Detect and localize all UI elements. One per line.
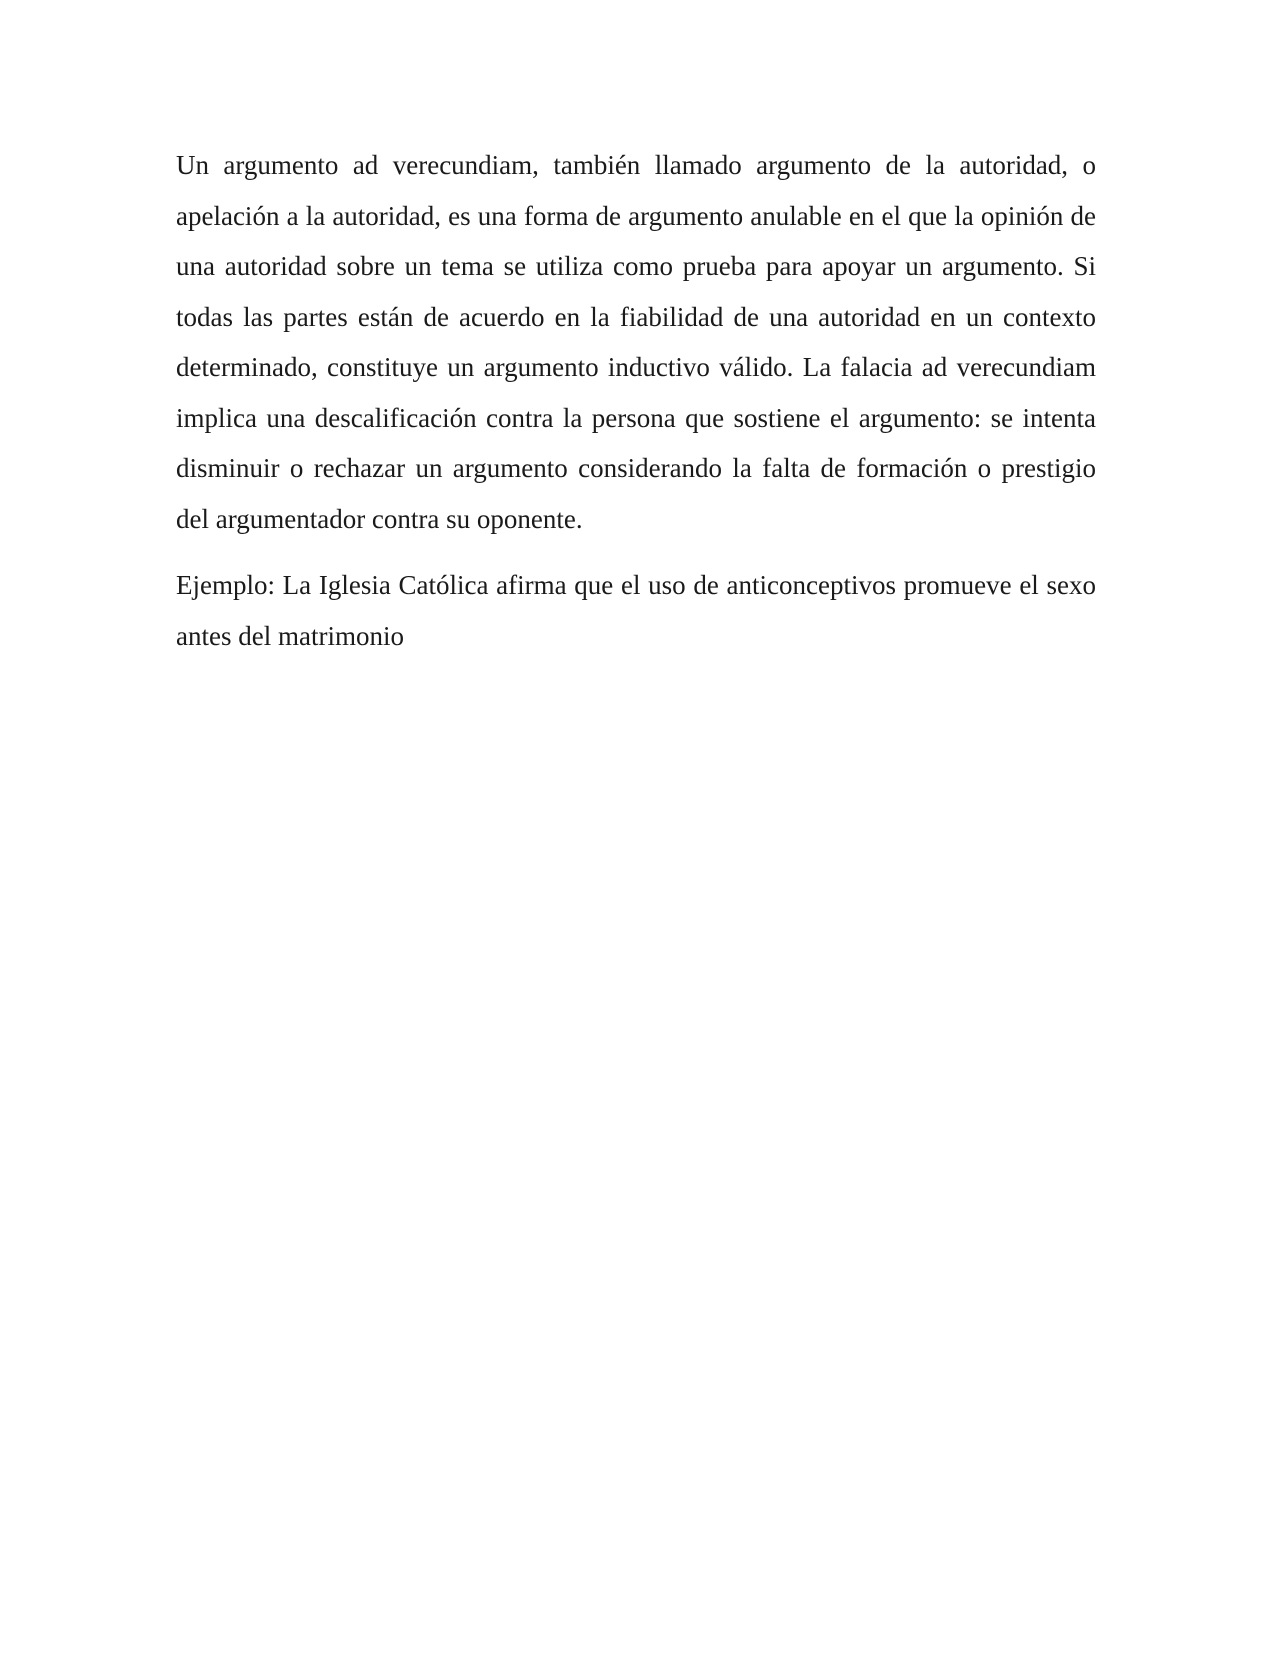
paragraph-example: Ejemplo: La Iglesia Católica afirma que el uso de anticonceptivos promueve el sexo antes del matrimonio <box>176 570 1096 651</box>
document-body <box>176 140 1096 661</box>
paragraph-definition: Un argumento ad verecundiam, también llamado argumento de la autoridad, o apelación a la autoridad, es una forma de argumento anulable en el que la opinión de una autoridad sobre un tema se utiliza como prueba para apoyar un argumento. Si todas las partes están de acuerdo en la fiabilidad de una autoridad en un contexto determinado, constituye un argumento inductivo válido. La falacia ad verecundiam implica una descalificación contra la persona que sostiene el argumento: se intenta disminuir o rechazar un argumento considerando la falta de formación o prestigio del argumentador contra su oponente. <box>176 150 1096 534</box>
